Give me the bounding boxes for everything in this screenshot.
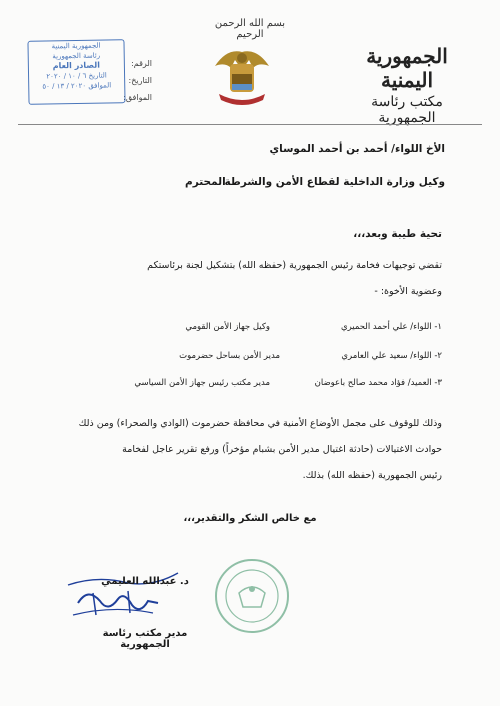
closing-text: مع خالص الشكر والتقدير،،، xyxy=(183,513,317,524)
member-1-name: ١- اللواء/ علي أحمد الحميري xyxy=(340,322,442,332)
incoming-stamp xyxy=(27,39,125,105)
intro-line-1: تقضي توجيهات فخامة رئيس الجمهورية (حفظه الله) بتشكيل لجنة برئاستكم xyxy=(147,260,442,271)
stamp-line: رئاسة الجمهورية xyxy=(52,51,101,61)
signatory-title: مدير مكتب رئاسة الجمهورية xyxy=(102,628,188,650)
addressee-name: الأخ اللواء/ أحمد بن أحمد الموساي xyxy=(269,143,445,155)
reference-date-label: التاريخ: xyxy=(128,76,152,85)
signatory-name: د. عبدالله العليمي xyxy=(101,576,189,587)
stamp-line: الصادر العام xyxy=(52,60,101,71)
paragraph-line-3: رئيس الجمهورية (حفظه الله) بذلك. xyxy=(302,470,442,481)
office-title: مكتب رئاسة الجمهورية xyxy=(371,94,443,126)
yemen-emblem-icon xyxy=(207,40,277,110)
member-2-name: ٢- اللواء/ سعيد علي العامري xyxy=(341,351,442,361)
member-3-name: ٣- العميد/ فؤاد محمد صالح باعوضان xyxy=(314,378,442,388)
addressee-honorific: المحترم xyxy=(185,176,226,188)
reference-number-label: الرقم: xyxy=(131,59,152,68)
intro-line-2: وعضوية الأخوة: - xyxy=(374,286,442,297)
reference-hijri-label: الموافق: xyxy=(123,93,152,102)
official-seal-icon xyxy=(213,557,291,635)
bismillah-text: بسم الله الرحمن الرحيم xyxy=(214,18,286,40)
paragraph-line-2: حوادث الاغتيالات (حادثة اغتيال مدير الأمن بشبام مؤخراً) ورفع تقرير عاجل لفخامة xyxy=(122,444,442,455)
member-3-title: مدير مكتب رئيس جهاز الأمن السياسي xyxy=(134,378,270,388)
stamp-line: التاريخ ٦ / ١٠ / ٢٠٢٠ xyxy=(46,71,107,81)
header-divider xyxy=(18,124,482,125)
stamp-line: الجمهورية اليمنية xyxy=(51,41,101,51)
member-1-title: وكيل جهاز الأمن القومي xyxy=(185,322,270,332)
handwritten-signature xyxy=(58,565,188,630)
office-header xyxy=(342,44,472,126)
stamp-line: الموافق ٢٠٢٠ / ١٣ / ٥٠ xyxy=(42,81,112,91)
addressee-position: وكيل وزارة الداخلية لقطاع الأمن والشرطة xyxy=(224,176,445,188)
greeting: تحية طيبة وبعد،،، xyxy=(353,228,442,240)
member-2-title: مدير الأمن بساحل حضرموت xyxy=(179,351,280,361)
republic-title: الجمهورية اليمنية xyxy=(366,44,448,92)
paragraph-line-1: وذلك للوقوف على مجمل الأوضاع الأمنية في محافظة حضرموت (الوادي والصحراء) ومن ذلك xyxy=(78,418,442,429)
